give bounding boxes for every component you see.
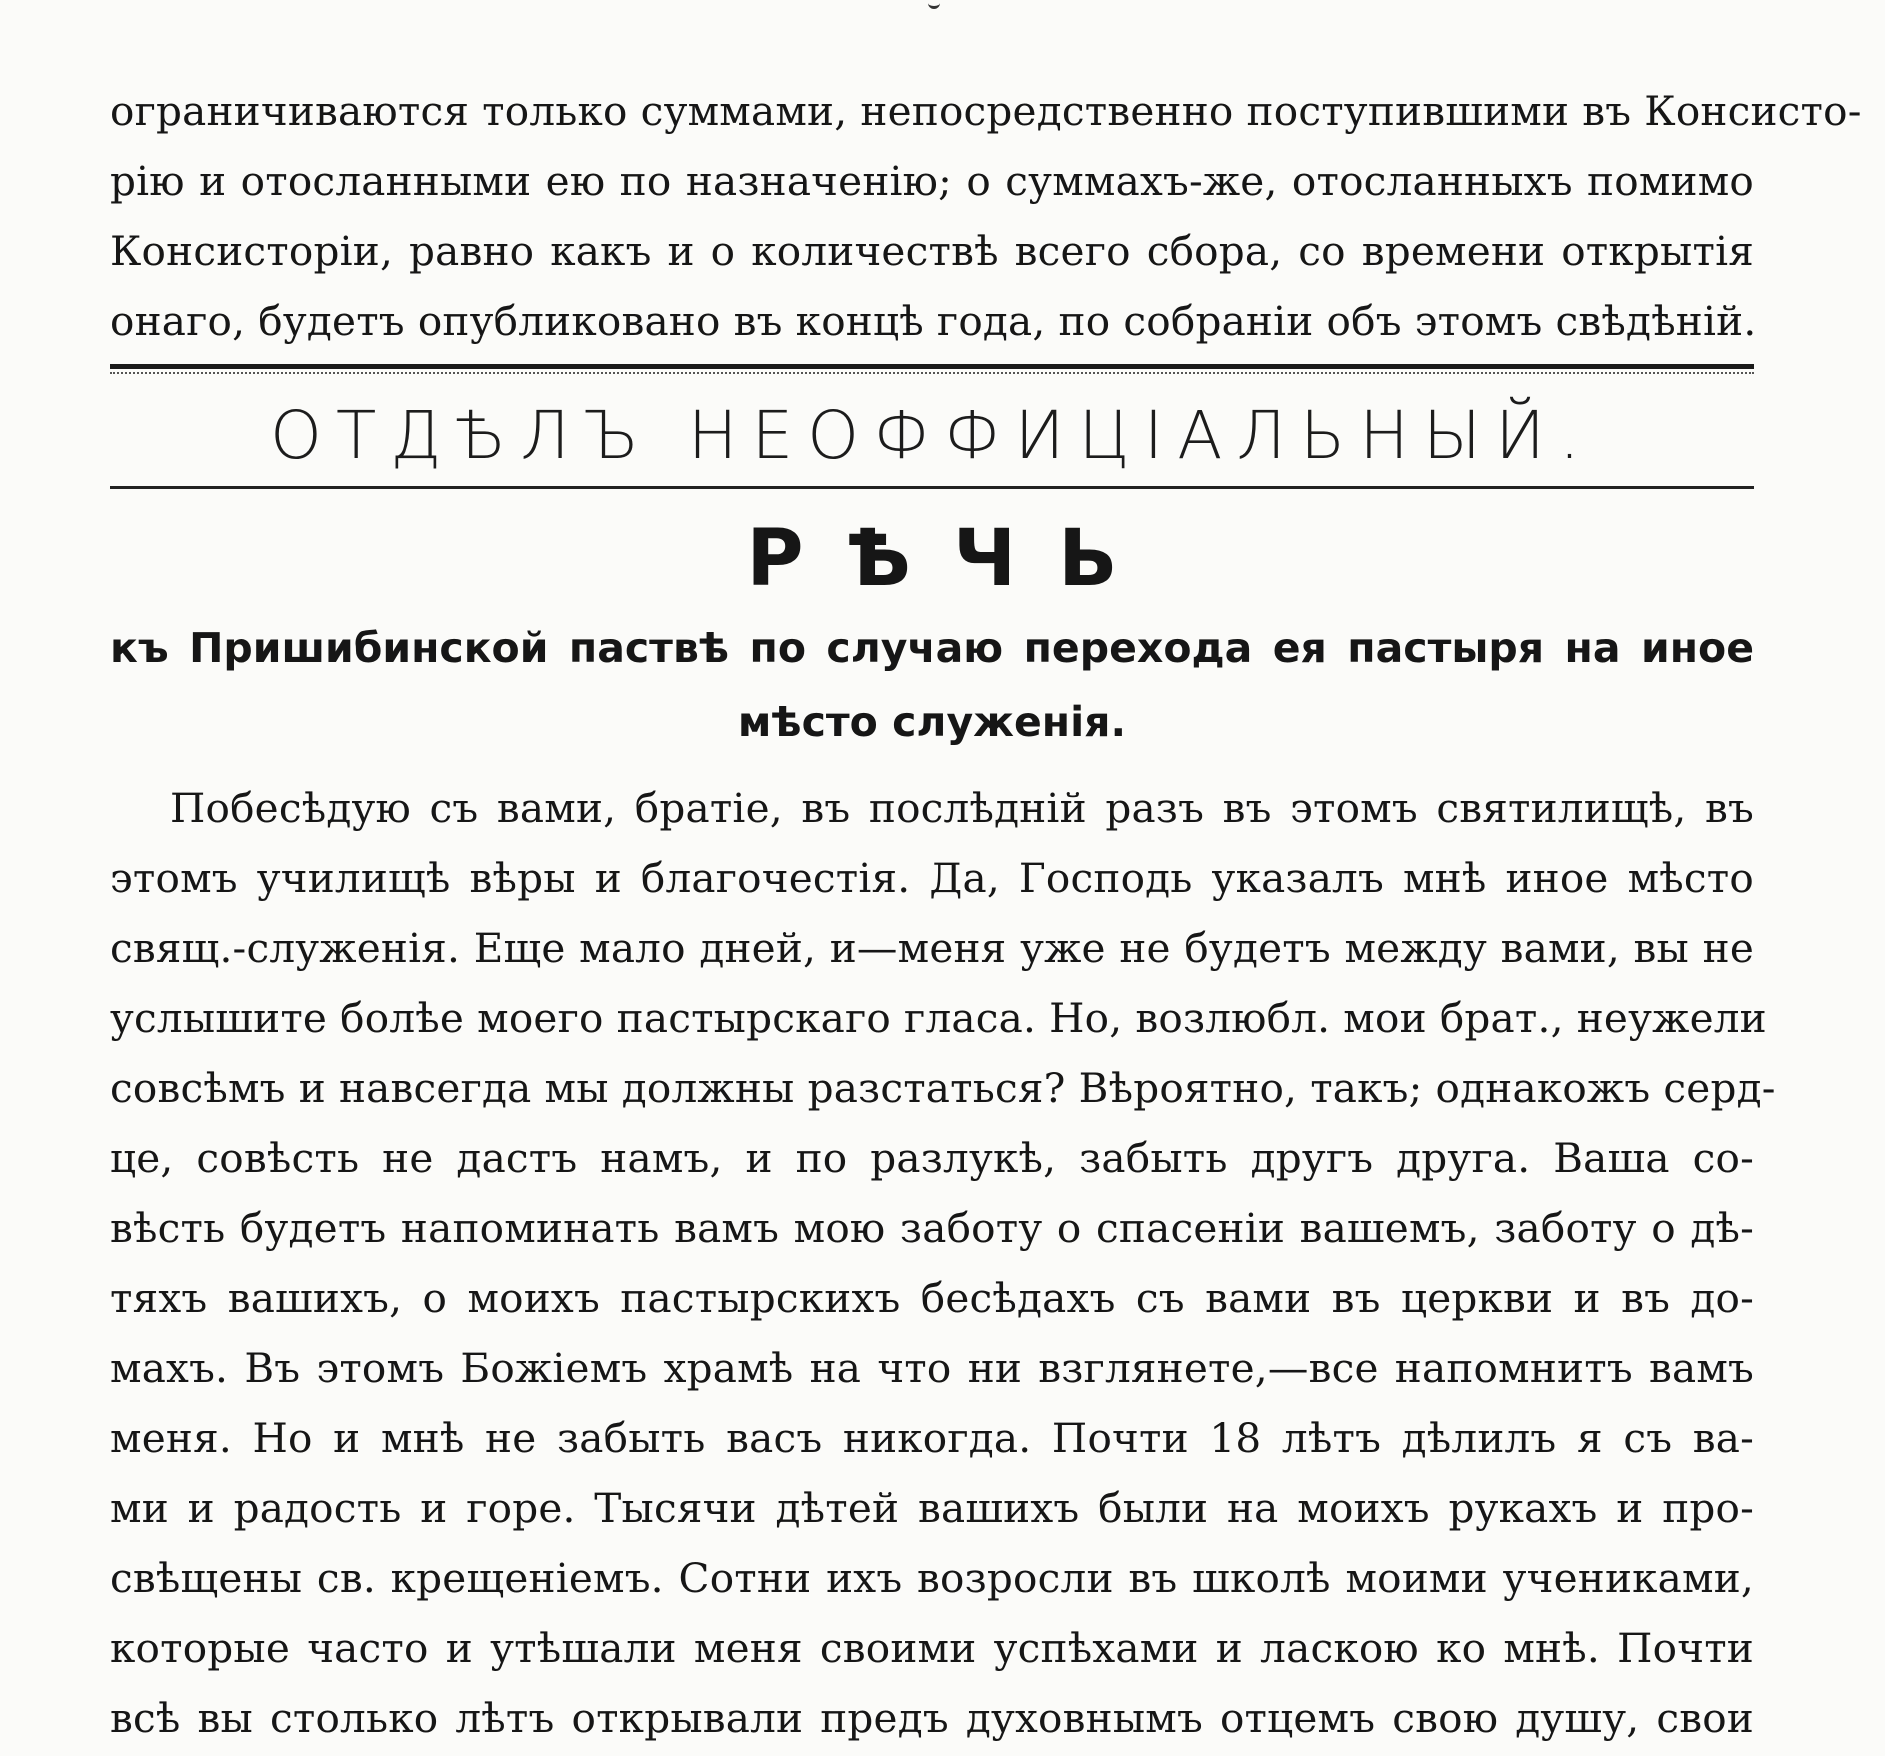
text-line: тяхъ вашихъ, о моихъ пастырскихъ бесѣдахъ съ вами въ церкви и въ до- [110,1274,1754,1322]
article-title: РѢЧЬ [746,514,1160,604]
section-title: ОТДѢЛЪ НЕОФФИЦІАЛЬНЫЙ. [270,397,1594,474]
section-divider-double [110,364,1754,374]
text-line: Побесѣдую съ вами, братіе, въ послѣдній разъ въ этомъ святилищѣ, въ [170,784,1754,832]
text-line: услышите болѣе моего пастырскаго гласа. Но, возлюбл. мои брат., неужели [110,994,1767,1042]
text-line: рію и отосланными ею по назначенію; о суммахъ-же, отосланныхъ помимо [110,157,1754,205]
text-line: этомъ училищѣ вѣры и благочестія. Да, Господь указалъ мнѣ иное мѣсто [110,854,1754,902]
article-body [110,773,1776,1753]
text-line: которые часто и утѣшали меня своими успѣхами и ласкою ко мнѣ. Почти [110,1624,1754,1672]
subtitle-line: мѣсто служенія. [737,698,1127,746]
text-line: махъ. Въ этомъ Божіемъ храмѣ на что ни взглянете,—все напомнитъ вамъ [110,1344,1754,1392]
text-line: меня. Но и мнѣ не забыть васъ никогда. Почти 18 лѣтъ дѣлилъ я съ ва- [110,1414,1754,1462]
article-subtitle [110,611,1754,759]
section-divider [110,486,1754,489]
text-line: ми и радость и горе. Тысячи дѣтей вашихъ были на моихъ рукахъ и про- [110,1484,1754,1532]
text-line: онаго, будетъ опубликовано въ концѣ года, по собраніи объ этомъ свѣдѣній. [110,297,1757,345]
text-line: совсѣмъ и навсегда мы должны разстаться? Вѣроятно, такъ; однакожъ серд- [110,1064,1776,1112]
text-line: свѣщены св. крещеніемъ. Сотни ихъ возросли въ школѣ моими учениками, [110,1554,1754,1602]
text-line: всѣ вы столько лѣтъ открывали предъ духовнымъ отцемъ свою душу, свои [110,1694,1754,1742]
subtitle-line: къ Пришибинской паствѣ по случаю перехода ея пастыря на иное [110,624,1754,672]
text-line: Консисторіи, равно какъ и о количествѣ всего сбора, со времени открытія [110,227,1754,275]
text-line: це, совѣсть не дастъ намъ, и по разлукѣ, забыть другъ друга. Ваша со- [110,1134,1754,1182]
text-line: ограничиваются только суммами, непосредственно поступившими въ Консисто- [110,87,1862,135]
text-line: свящ.-служенія. Еще мало дней, и—меня уже не будетъ между вами, вы не [110,924,1754,972]
text-line: вѣсть будетъ напоминать вамъ мою заботу о спасеніи вашемъ, заботу о дѣ- [110,1204,1754,1252]
previous-article-text [110,0,1862,356]
